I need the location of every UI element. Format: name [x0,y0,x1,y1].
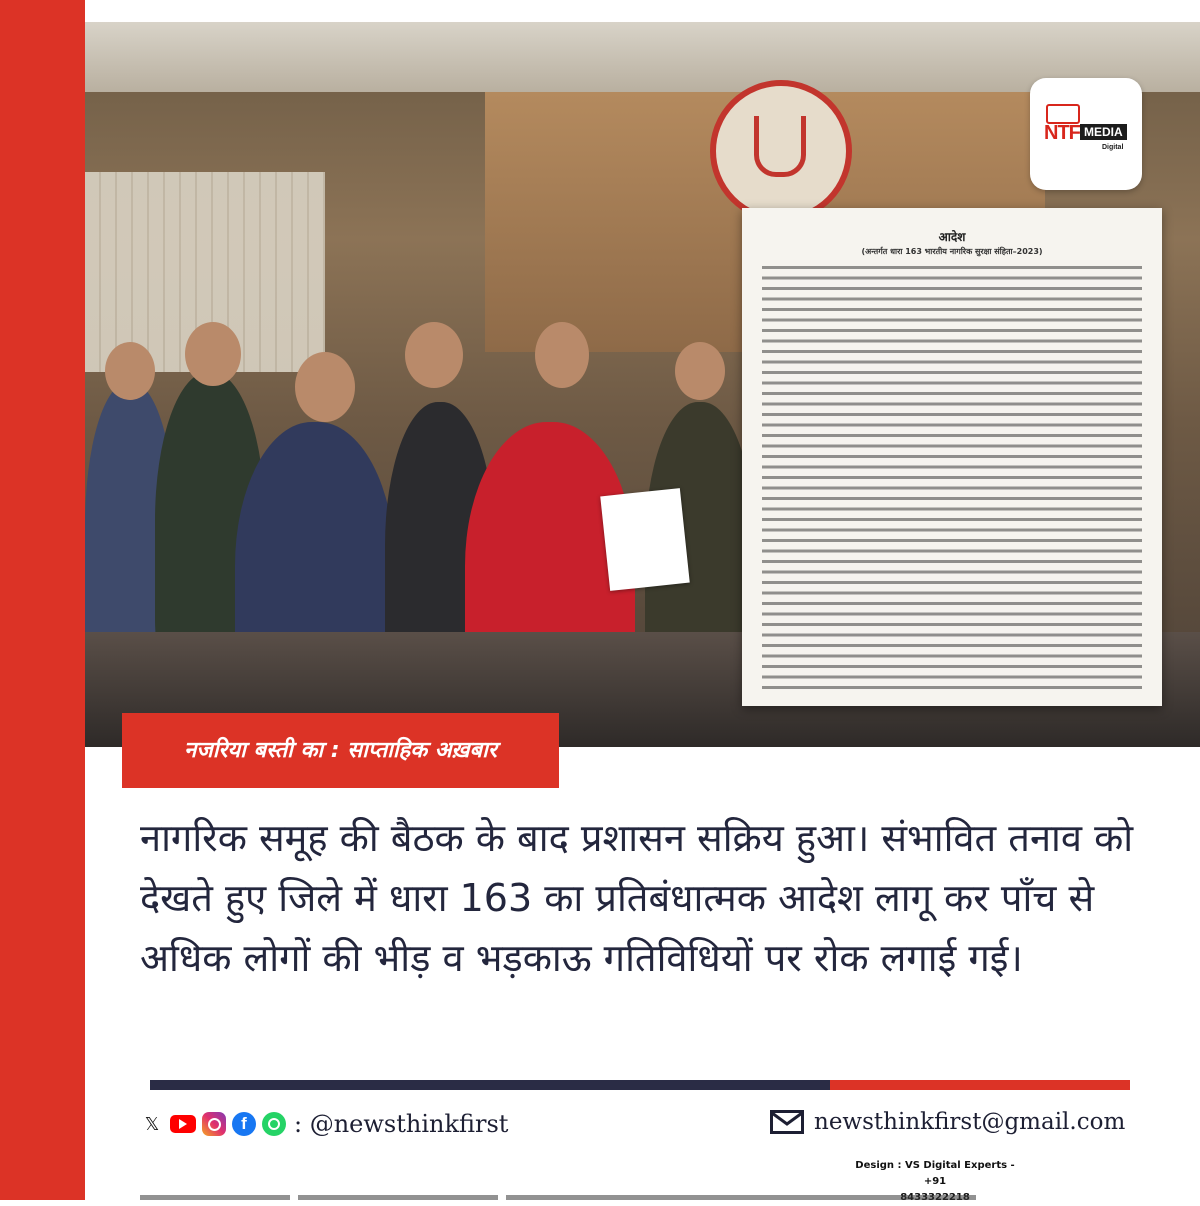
person-head [105,342,155,400]
logo-secondary-text: MEDIA [1080,124,1127,140]
email-contact [770,1106,1125,1138]
divider-red [830,1080,1130,1090]
whatsapp-icon[interactable] [262,1112,286,1136]
order-document [742,208,1162,706]
left-accent-band [0,0,85,1200]
person-head [675,342,725,400]
mail-icon [770,1110,804,1134]
x-icon[interactable]: 𝕏 [144,1113,160,1135]
person-head [295,352,355,422]
person-head [405,322,463,388]
photo-ceiling [85,22,1200,92]
facebook-icon[interactable]: f [232,1112,256,1136]
email-address[interactable]: newsthinkfirst@gmail.com [814,1109,1126,1135]
paper-in-hand [600,488,689,591]
document-body-text [762,266,1142,696]
social-handle[interactable]: : @newsthinkfirst [294,1110,509,1138]
tv-icon [1046,104,1080,124]
document-subtitle: (अन्तर्गत धारा 163 भारतीय नागरिक सुरक्षा संहिता–2023) [861,247,1043,256]
logo-tertiary-text: Digital [1102,144,1124,151]
person-head [535,322,589,388]
logo-primary-text: NTF [1044,122,1080,144]
document-title: आदेश [938,230,966,244]
ntf-media-logo [1030,78,1142,190]
instagram-icon[interactable] [202,1112,226,1136]
social-links [140,1108,508,1140]
youtube-icon[interactable] [170,1115,196,1133]
person-head [185,322,241,386]
design-credit-line-1: Design : VS Digital Experts - +91 [855,1160,1015,1187]
top-margin [85,0,1200,22]
publication-label-text: नजरिया बस्ती का : साप्ताहिक अख़बार [184,738,497,763]
cropped-footer-repeat [140,1188,1140,1200]
headline: नागरिक समूह की बैठक के बाद प्रशासन सक्रिय हुआ। संभावित तनाव को देखते हुए जिले में धारा 163 का प्रतिबंधात्मक आदेश लागू कर पाँच से अधिक लोगों की भीड़ व भड़काऊ गतिविधियों पर रोक लगाई गई। [140,816,1134,980]
divider-dark [150,1080,830,1090]
state-emblem [710,80,852,222]
publication-label [122,713,559,788]
